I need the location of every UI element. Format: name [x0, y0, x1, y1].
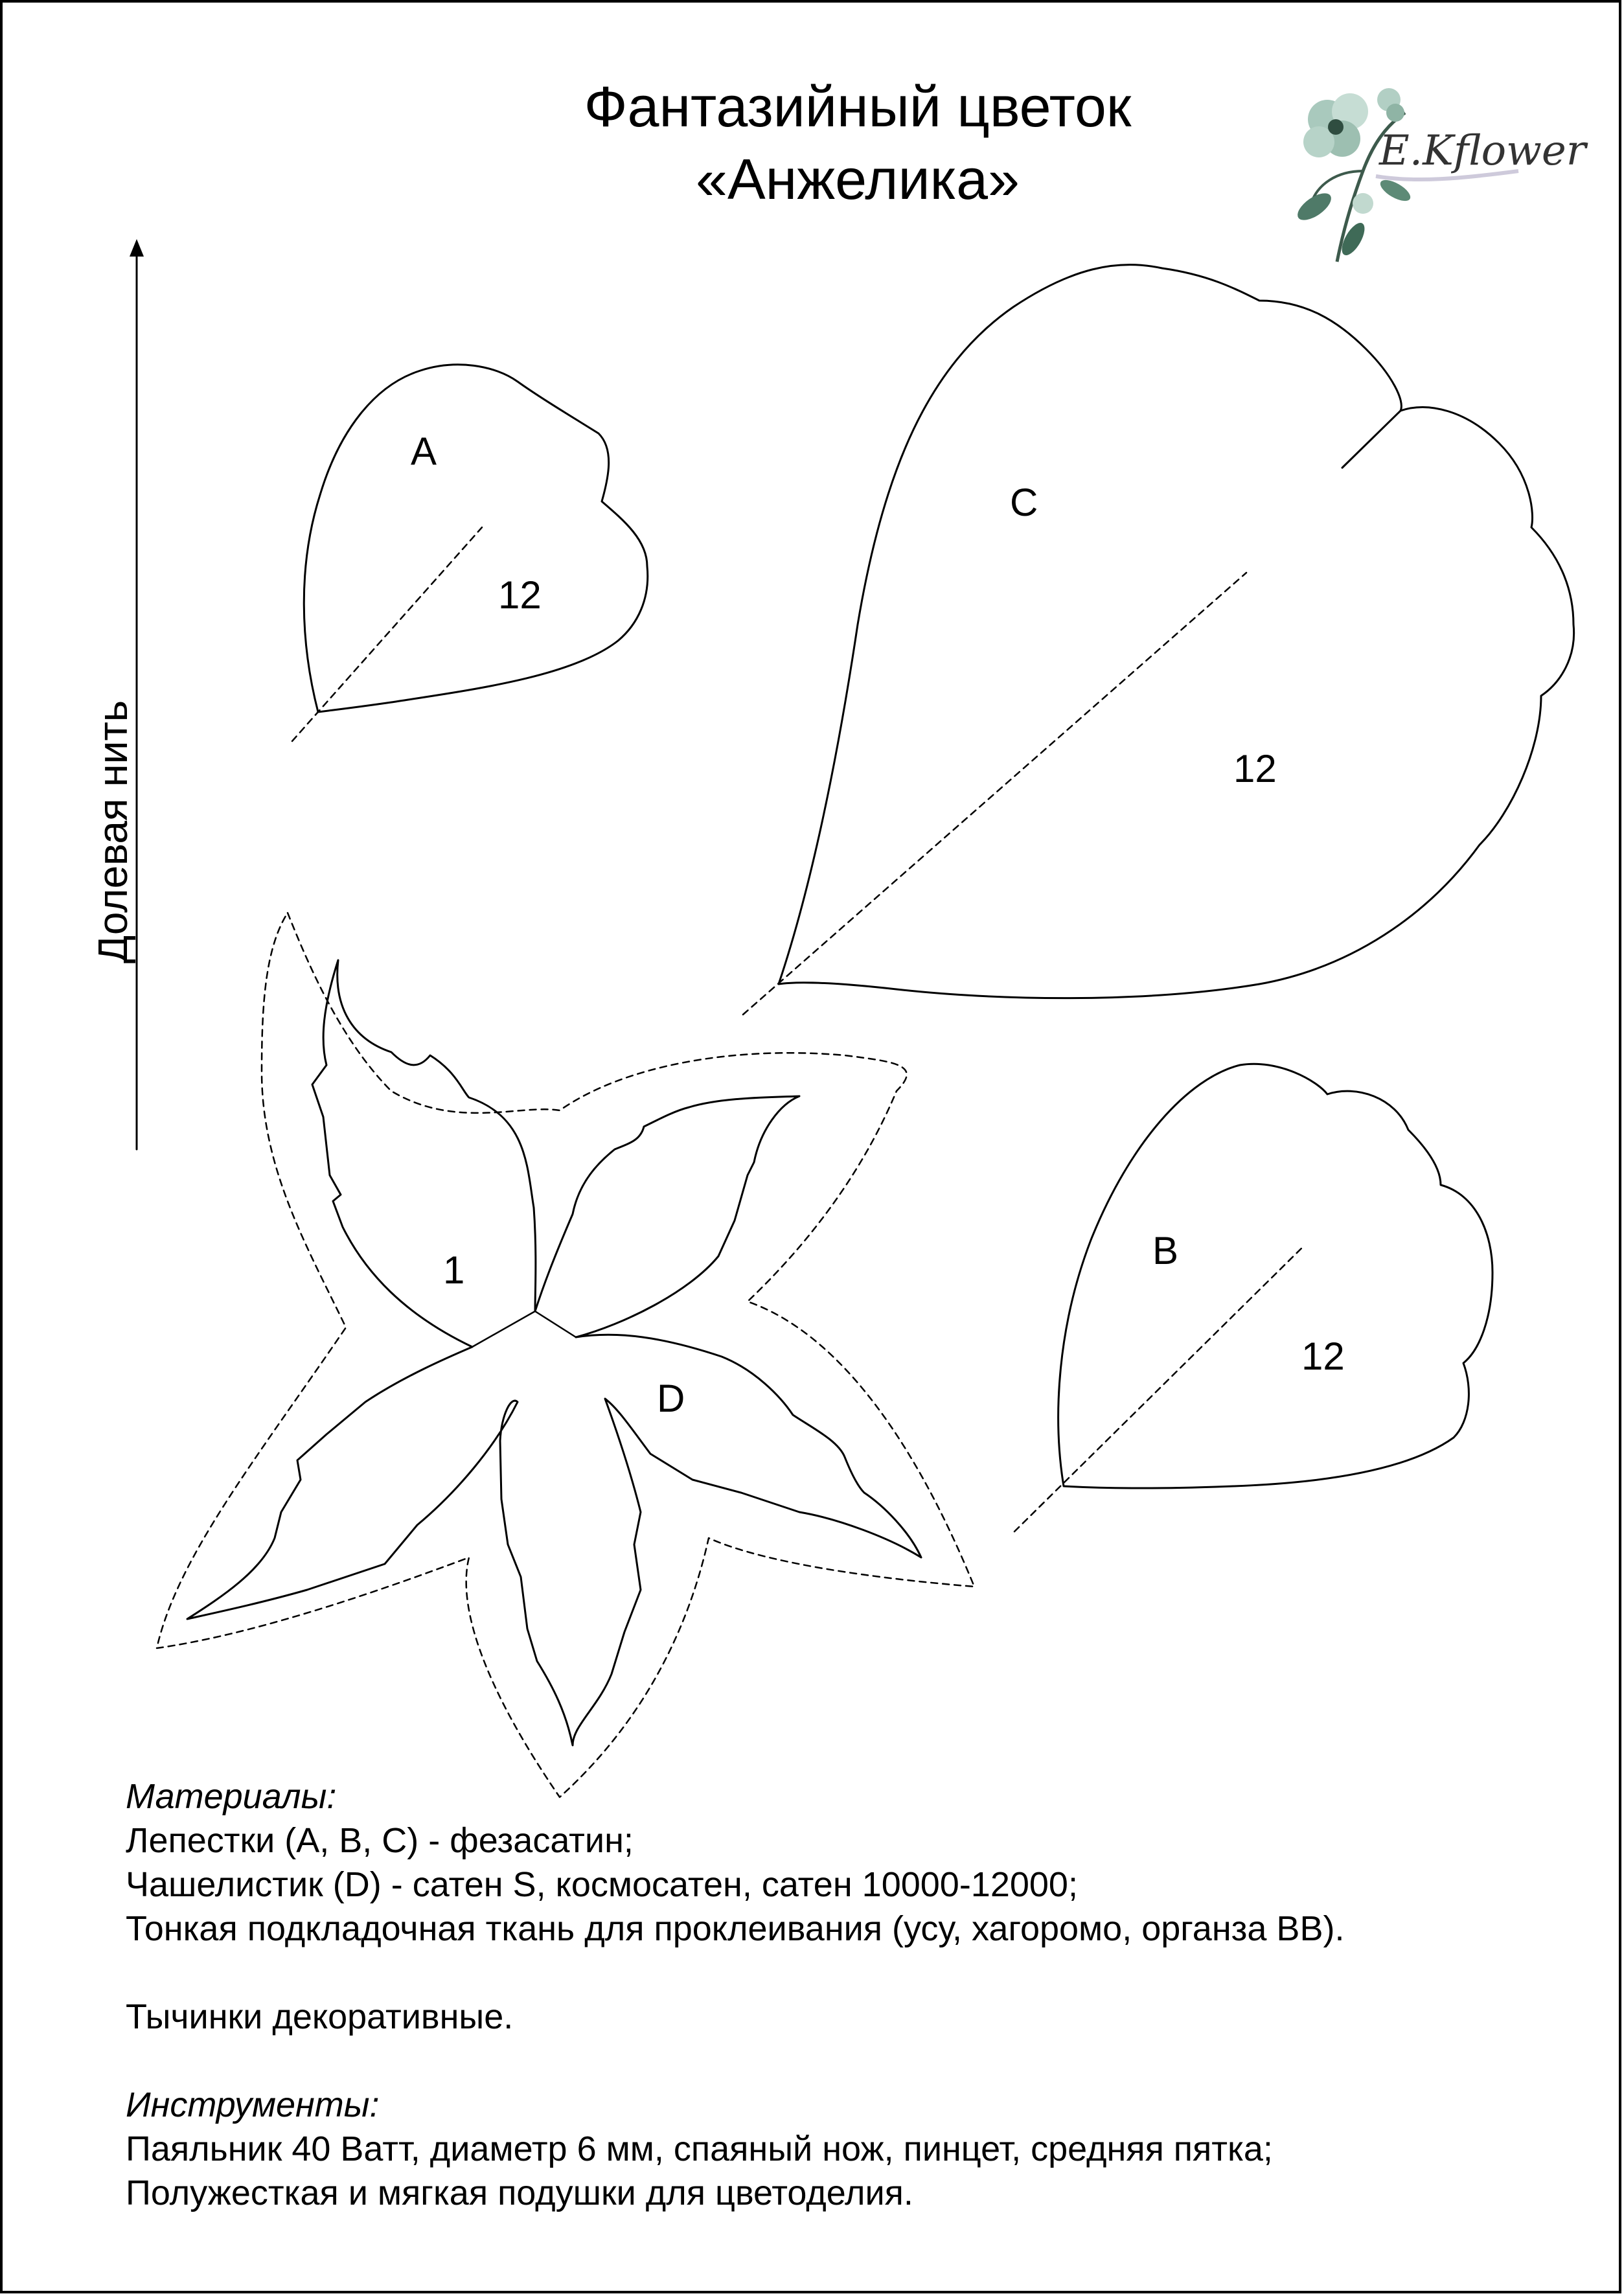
materials-line-1: Лепестки (A, B, C) - фезасатин;	[126, 1821, 634, 1860]
sepal-cut-outline	[157, 913, 974, 1797]
petal-b-count: 12	[1301, 1335, 1345, 1378]
instructions	[126, 1774, 1583, 2215]
materials-line-4: Тычинки декоративные.	[126, 1997, 514, 2036]
materials-heading: Материалы:	[126, 1777, 337, 1816]
sepal-letter: D	[657, 1377, 685, 1420]
materials-line-2: Чашелистик (D) - сатен S, космосатен, сатен 10000-12000;	[126, 1865, 1078, 1904]
title-line-2: «Анжелика»	[696, 147, 1020, 211]
tools-line-2: Полужесткая и мягкая подушки для цветоделия.	[126, 2174, 913, 2212]
petal-a-letter: A	[411, 430, 437, 473]
sepal-count: 1	[443, 1248, 465, 1292]
materials-line-3: Тонкая подкладочная ткань для проклеивания (усу, хагоромо, органза BB).	[126, 1909, 1345, 1948]
petal-c	[743, 265, 1574, 1015]
petal-a-count: 12	[498, 573, 542, 617]
logo-signature: E.Kflower	[1379, 127, 1586, 175]
sepal-d-shape	[187, 960, 921, 1745]
tools-line-1: Паяльник 40 Ватт, диаметр 6 мм, спаяный нож, пинцет, средняя пятка;	[126, 2130, 1273, 2168]
petal-c-letter: C	[1010, 481, 1038, 524]
petal-b	[1014, 1064, 1492, 1532]
petal-b-letter: B	[1152, 1229, 1179, 1272]
petal-a	[292, 365, 648, 741]
grain-arrowhead-icon	[130, 239, 144, 257]
title-line-1: Фантазийный цветок	[584, 75, 1132, 139]
petal-c-count: 12	[1233, 747, 1277, 790]
grain-direction-label: Долевая нить	[89, 700, 136, 964]
tools-heading: Инструменты:	[126, 2085, 380, 2124]
